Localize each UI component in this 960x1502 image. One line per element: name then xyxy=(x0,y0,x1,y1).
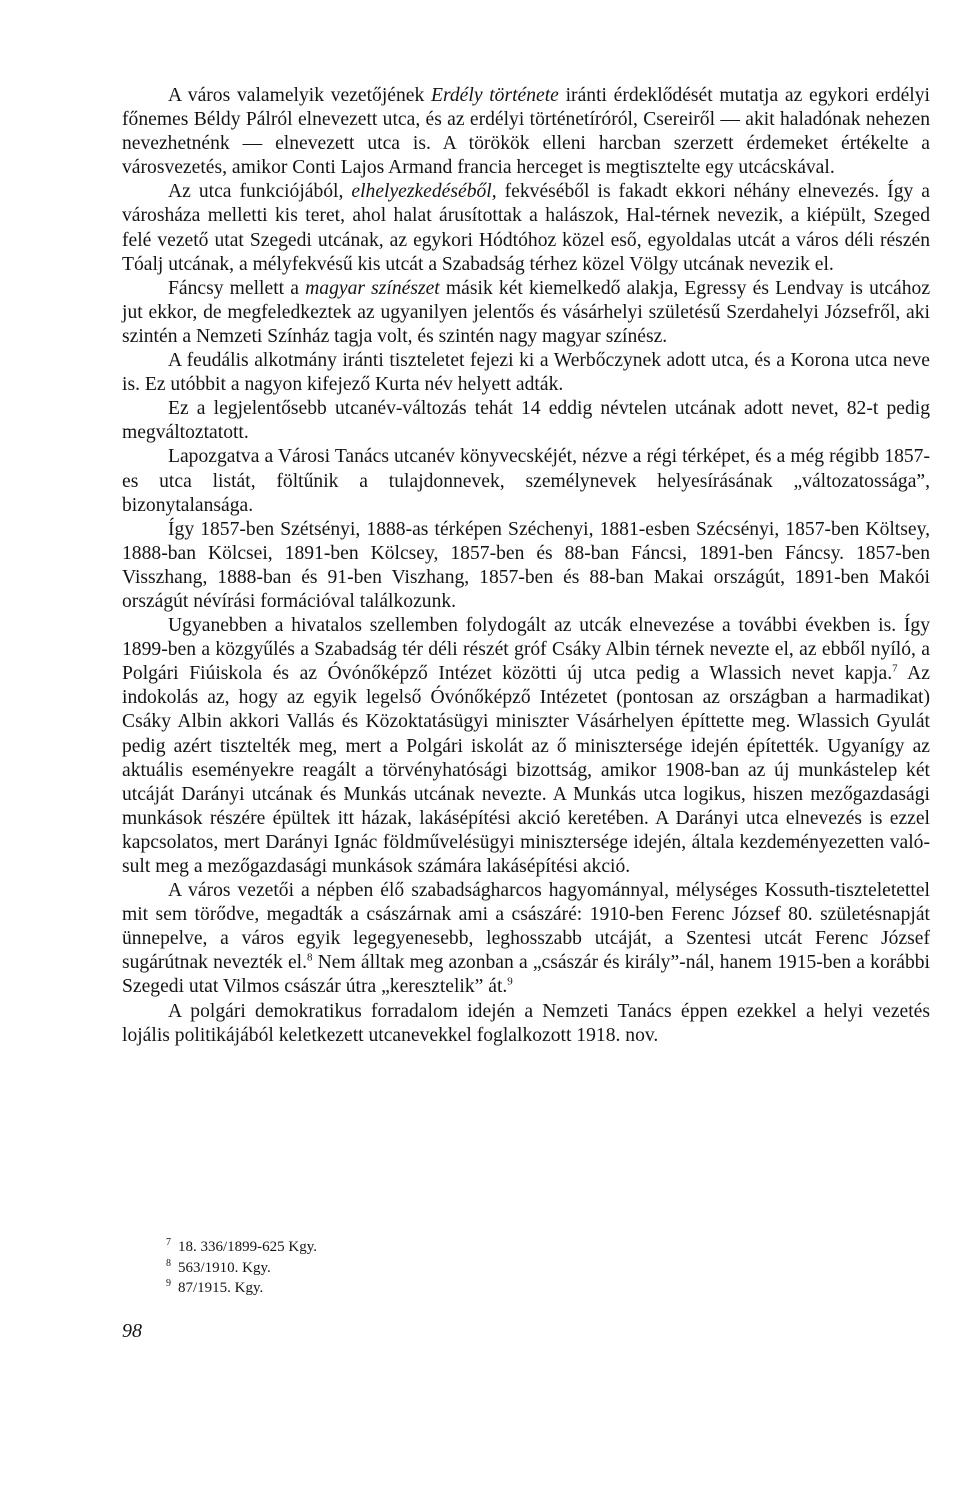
footnote-reference[interactable]: 9 xyxy=(507,975,513,988)
page-body xyxy=(122,84,930,1048)
paragraph-7: Így 1857-ben Szétsényi, 1888-as térképen Széchenyi, 1881-esben Szécsényi, 1857-ben Költsey, 1888-ban Kölcsei, 1891-ben Kölcsey, 1857-ben és 88-ban Fáncsi, 1891-ben Fáncsy. 1857-ben Visszhang, 1888-ban és 91-ben Viszhang, 1857-ben és 88-ban Makai országút, 1891-ben Makói országút névírási formációval találkozunk. xyxy=(122,518,930,612)
paragraph-6: Lapozgatva a Városi Tanács utcanév könyvecskéjét, nézve a régi térképet, és a még régibb 1857-es utca listát, föltűnik a tulajdonnevek, személynevek helyesírásának „változatossága”, bizonytalansága. xyxy=(122,446,930,516)
footnote-mark: 9 xyxy=(166,1278,171,1289)
paragraph-2: Az utca funkciójából, elhelyezkedéséből, fekvéséből is fakadt ekkori néhány elnevezés. Így a városháza melletti kis teret, ahol halat árusítottak a halászok, Hal-térnek nevezik, a kiépült, Szeged felé vezető utat Szegedi utcának, az egykori Hódtóhoz közel eső, egyoldalas utcát a város déli részén Tóalj utcának, a mélyfekvésű kis utcát a Szabadság térhez közel Völgy utcának nevezik el. xyxy=(122,181,930,275)
page-number: 98 xyxy=(122,1320,142,1342)
footnote-text: 563/1910. Kgy. xyxy=(178,1259,271,1276)
footnote xyxy=(166,1258,317,1279)
footnote-text: 87/1915. Kgy. xyxy=(178,1280,264,1296)
italic-book-title: Erdély története xyxy=(431,85,559,106)
italic-term: elhelyezkedéséből, xyxy=(351,181,497,203)
paragraph-4: A feudális alkotmány iránti tiszteletet fejezi ki a Werbőczynek adott utca, és a Korona utca neve is. Ez utóbbit a nagyon kifejező Kurta név helyett adták. xyxy=(122,350,930,396)
paragraph-9: A város vezetői a népben élő szabadságharcos hagyománnyal, mélységes Kossuth-tiszteletettel mit sem törődve, megadták a császárnak ami a császáré: 1910-ben Ferenc József 80. születésnapját ünnepelve, a város egyik legegyenesebb, leghosszabb utcáját, a Szentesi utcát Ferenc József sugárútnak nevezték el.$^8$ Nem álltak meg azonban a „császár és király”-nál, hanem 1915-ben a korábbi Szegedi utat Vilmos császár útra „keresztelik” át.$^9$ xyxy=(122,880,930,998)
paragraph-3: Fáncsy mellett a magyar színészet másik két kiemelkedő alakja, Egressy és Lendvay is utcához jut ekkor, de megfeledkeztek az ugyanilyen jelentős és vásárhelyi születésű Szerdahelyi Józsefről, aki szintén a Nemzeti Színház tagja volt, és szintén nagy magyar színész. xyxy=(122,277,931,347)
footnote-reference[interactable]: 8 xyxy=(306,951,313,964)
paragraph-5: Ez a legjelentősebb utcanév-változás tehát 14 eddig névtelen utcának adott nevet, 82-t pedig megváltoztatott. xyxy=(122,398,930,444)
footnotes xyxy=(166,1237,317,1299)
footnote-reference[interactable]: 7 xyxy=(892,662,898,675)
paragraph-8: Ugyanebben a hivatalos szellemben folydogált az utcák elnevezése a további években is. Így 1899-ben a közgyűlés a Szabadság tér déli részét gróf Csáky Albin térnek nevezte el, az ebből nyíló, a Polgári Fiúiskola és az Óvónőképző Intézet közötti új utca pedig a Wlassich nevet kapja.$^7$ Az indokolás az, hogy az egyik legelső Óvónőképző Intézetet (pontosan az országban a harmadikat) Csáky Albin akkori Vallás és Közoktatásügyi miniszter Vásárhelyen építtette meg. Wlassich Gyulát pedig azért tisztelték meg, mert a Polgári iskolát az ő minisztersége idején építették. Ugyanígy az aktuális eseményekre reagált a törvényhatósági bizottság, amikor 1908-ban az új munkástelep két utcáját Darányi utcának és Munkás utcának nevezte. A Munkás utca logikus, hiszen mezőgazdasági munkások részére épültek itt házak, lakásépítési akció keretében. A Darányi utca elnevezés is ezzel kapcsolatos, mert Darányi Ignác földművelésügyi minisztersége idején, általa kezdeményezetten valósult meg a mezőgazdasági munkások számára lakásépítési akció. xyxy=(122,615,930,877)
footnote xyxy=(166,1278,317,1299)
footnote-mark: 8 xyxy=(166,1257,171,1269)
paragraph-1: A város valamelyik vezetőjének Erdély története iránti érdeklődését mutatja az egykori erdélyi főnemes Béldy Pálról elnevezett utca, és az erdélyi történetíróról, Csereiről — akit haladónak nehezen nevezhetnénk — elnevezett utca is. A törökök elleni harcban szerzett érdemeket értékelte a városvezetés, amikor Conti Lajos Armand francia herceget is megtisztelte egy utcácskával. xyxy=(122,85,930,179)
footnote-mark: 7 xyxy=(166,1237,171,1248)
italic-term: magyar színészet xyxy=(305,277,440,299)
paragraph-10: A polgári demokratikus forradalom idején a Nemzeti Tanács éppen ezekkel a helyi vezetés lojális politikájából keletkezett utcanevekkel foglalkozott 1918. nov. xyxy=(122,1000,930,1046)
footnote xyxy=(166,1237,317,1258)
footnote-text: 18. 336/1899-625 Kgy. xyxy=(178,1239,318,1255)
